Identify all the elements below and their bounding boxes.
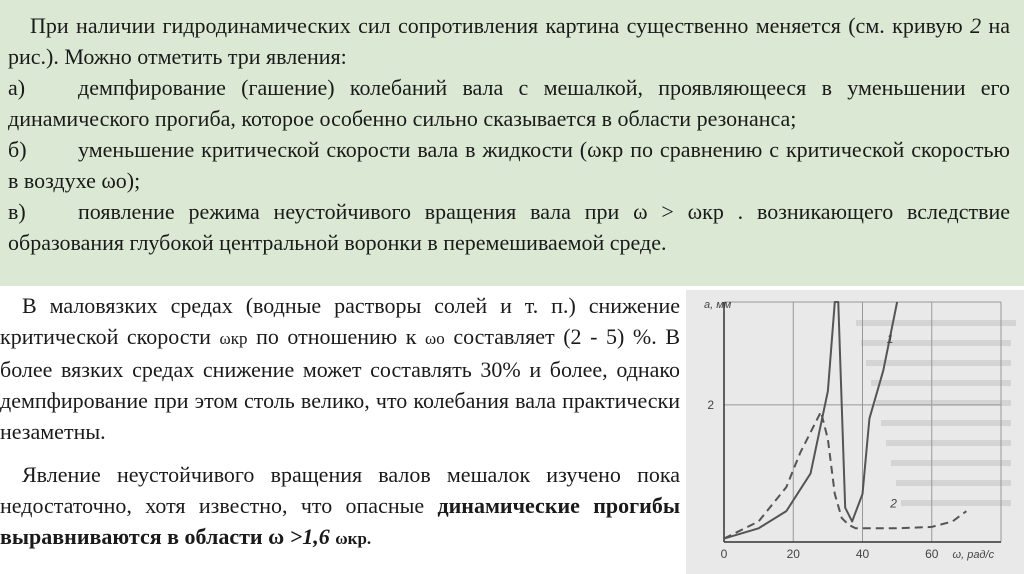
- x-tick-label-40: 40: [855, 547, 870, 561]
- paragraph-unstable-rotation: [0, 459, 680, 554]
- para2-bold-text: динамические прогибы выравниваются в области ω: [0, 493, 680, 549]
- symbol-omega-o: ωо: [425, 329, 445, 348]
- list-label-b: б): [8, 137, 27, 162]
- deflection-chart: [686, 290, 1024, 574]
- para1-text-b: по отношению к: [247, 324, 426, 349]
- list-text-a: демпфирование (гашение) колебаний вала с мешалкой, проявляющееся в уменьшении его динамического прогиба, которое особенно сильно сказывается в области резонанса;: [8, 75, 1010, 131]
- chart-svg: [686, 290, 1024, 574]
- x-tick-label-0: 0: [720, 547, 728, 561]
- background-bleed-text: [856, 320, 1016, 506]
- list-item-b: [8, 134, 1010, 196]
- intro-text-part2: на рис.). Можно отметить три явления:: [8, 13, 1010, 69]
- intro-paragraph: [8, 10, 1010, 72]
- list-label-a: а): [8, 75, 26, 100]
- paragraph-low-viscosity: [0, 290, 680, 447]
- y-tick-label-2: 2: [707, 397, 714, 412]
- para2-bold-italic-value: >1,6: [289, 524, 330, 549]
- intro-text-part1: При наличии гидродинамических сил сопротивления картина существенно меняется (см. кривую: [30, 13, 971, 38]
- para2-text-a: Явление неустойчивого вращения валов мешалок изучено пока недостаточно, хотя известно, что опасные: [0, 462, 680, 518]
- body-text: [0, 290, 680, 564]
- series-line-1: [724, 302, 897, 539]
- series-label-1: 1: [886, 332, 894, 347]
- list-text-c: появление режима неустойчивого вращения вала при ω > ωкр . возникающего вследствие образования глубокой центральной воронки в перемешиваемой среде.: [8, 199, 1010, 255]
- x-tick-label-60: 60: [925, 547, 939, 561]
- symbol-omega-kr: ωкр: [219, 329, 248, 348]
- series-label-2: 2: [890, 496, 897, 511]
- chart-labels: [704, 299, 995, 561]
- curve-number: 2: [970, 13, 982, 38]
- x-axis-label: ω, рад/с: [952, 549, 995, 561]
- para1-text-c: составляет (2 - 5) %. В более вязких средах снижение может составлять 30% и более, однако демпфирование при этом столь велико, что колебания вала практически незаметны.: [0, 324, 680, 444]
- list-text-b: уменьшение критической скорости вала в жидкости (ωкр по сравнению с критической скоростью в воздухе ωо);: [8, 137, 1010, 193]
- x-tick-label-20: 20: [786, 547, 800, 561]
- y-axis-label: а, мм: [704, 299, 732, 311]
- list-item-a: [8, 72, 1010, 134]
- para2-bold-symbol: ωкр.: [335, 529, 372, 548]
- list-item-c: [8, 196, 1010, 258]
- list-label-c: в): [8, 199, 26, 224]
- highlighted-text-block: [0, 0, 1024, 286]
- para1-text-a: В маловязких средах (водные растворы солей и т. п.) снижение критической скорости: [0, 293, 680, 349]
- series-line-2: [724, 412, 966, 539]
